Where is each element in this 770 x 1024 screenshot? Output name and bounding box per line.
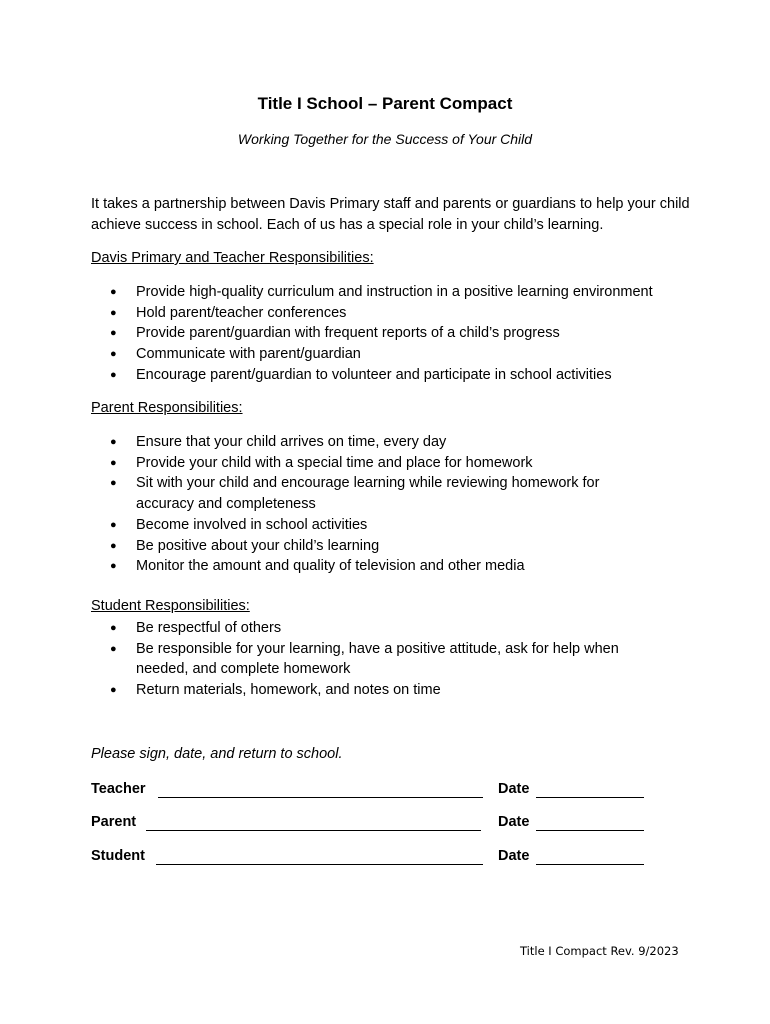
section-heading-parent: Parent Responsibilities: xyxy=(91,400,243,416)
student-signature-row xyxy=(91,848,691,870)
teacher-signature-row xyxy=(91,781,691,803)
list-item: ● Monitor the amount and quality of television and other media xyxy=(110,556,630,577)
list-item: ● Encourage parent/guardian to volunteer and participate in school activities xyxy=(110,365,690,386)
list-item: ● Provide high-quality curriculum and instruction in a positive learning environment xyxy=(110,282,690,303)
page-title: Title I School – Parent Compact xyxy=(257,94,513,113)
list-item: ● Provide parent/guardian with frequent reports of a child’s progress xyxy=(110,323,690,344)
student-label: Student xyxy=(91,848,145,864)
parent-label: Parent xyxy=(91,814,137,830)
student-responsibilities-list xyxy=(110,618,650,701)
student-date-label: Date xyxy=(498,848,530,864)
student-date-line[interactable] xyxy=(536,864,644,865)
list-item: ● Become involved in school activities xyxy=(110,515,630,536)
parent-signature-row xyxy=(91,814,691,836)
parent-responsibilities-list xyxy=(110,432,630,577)
footer-revision: Title I Compact Rev. 9/2023 xyxy=(520,944,679,958)
section-heading-school-teacher: Davis Primary and Teacher Responsibilities: xyxy=(91,250,374,266)
student-signature-line[interactable] xyxy=(156,864,483,865)
list-item: ● Return materials, homework, and notes on time xyxy=(110,680,650,701)
list-item: ● Be responsible for your learning, have a positive attitude, ask for help when needed, and complete homework xyxy=(110,639,650,680)
intro-paragraph: It takes a partnership between Davis Primary staff and parents or guardians to help your child achieve success in school. Each of us has a special role in your child’s learning. xyxy=(91,196,690,233)
teacher-date-line[interactable] xyxy=(536,797,644,798)
school-teacher-responsibilities-list xyxy=(110,282,690,386)
parent-date-label: Date xyxy=(498,814,530,830)
page-subtitle: Working Together for the Success of Your Child xyxy=(237,131,533,147)
list-item: ● Ensure that your child arrives on time, every day xyxy=(110,432,630,453)
teacher-signature-line[interactable] xyxy=(158,797,483,798)
parent-date-line[interactable] xyxy=(536,830,644,831)
list-item: ● Be positive about your child’s learning xyxy=(110,536,630,557)
list-item: ● Provide your child with a special time and place for homework xyxy=(110,453,630,474)
teacher-date-label: Date xyxy=(498,781,530,797)
section-heading-student: Student Responsibilities: xyxy=(91,598,250,614)
list-item: ● Sit with your child and encourage learning while reviewing homework for accuracy and completeness xyxy=(110,473,630,514)
list-item: ● Communicate with parent/guardian xyxy=(110,344,690,365)
teacher-label: Teacher xyxy=(91,781,146,797)
list-item: ● Be respectful of others xyxy=(110,618,650,639)
list-item: ● Hold parent/teacher conferences xyxy=(110,303,690,324)
parent-signature-line[interactable] xyxy=(146,830,481,831)
sign-instruction: Please sign, date, and return to school. xyxy=(91,746,343,762)
